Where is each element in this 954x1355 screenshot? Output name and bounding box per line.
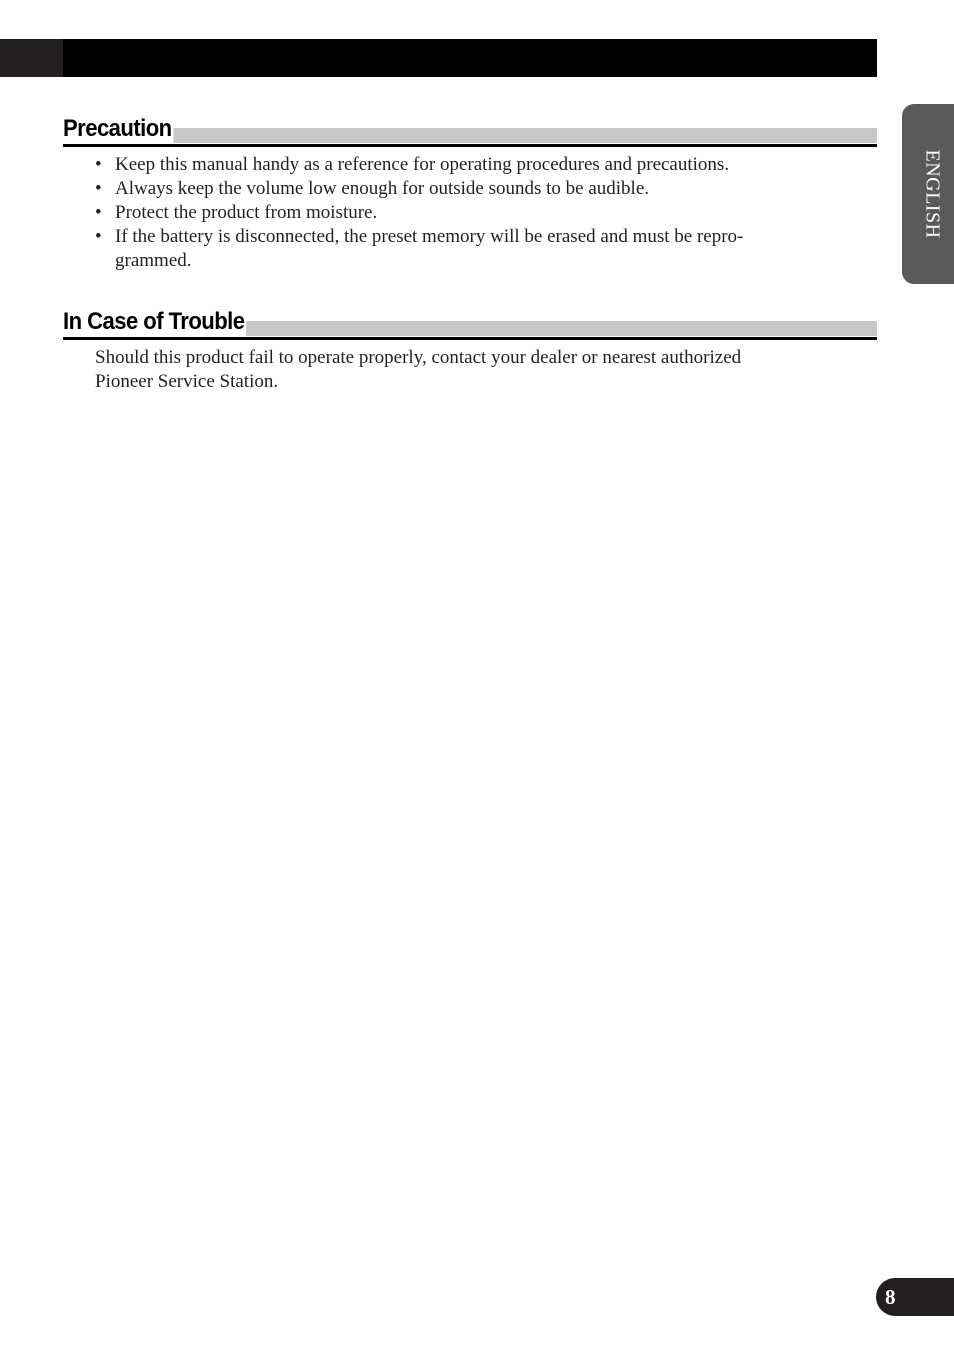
list-item xyxy=(95,177,815,201)
list-item-text: Protect the product from moisture. xyxy=(115,202,378,223)
precaution-list xyxy=(95,153,815,273)
heading-rule xyxy=(63,337,877,340)
trouble-title: In Case of Trouble xyxy=(63,308,245,335)
list-item-text-continued: grammed. xyxy=(115,250,192,271)
list-item-text: Always keep the volume low enough for outside sounds to be audible. xyxy=(115,178,650,199)
bullet-icon: • xyxy=(95,202,102,223)
bullet-icon: • xyxy=(95,154,102,175)
heading-rule xyxy=(63,144,877,147)
paragraph-line: Pioneer Service Station. xyxy=(95,371,279,392)
bullet-icon: • xyxy=(95,226,102,247)
bullet-icon: • xyxy=(95,178,102,199)
heading-band xyxy=(63,128,877,143)
precaution-title: Precaution xyxy=(63,115,172,142)
precaution-heading xyxy=(63,113,877,147)
language-tab xyxy=(902,104,954,284)
paragraph-line: Should this product fail to operate properly, contact your dealer or nearest authorized xyxy=(95,347,742,368)
list-item xyxy=(95,225,815,273)
header-bar xyxy=(63,39,877,77)
list-item-text: If the battery is disconnected, the preset memory will be erased and must be repro- xyxy=(115,226,744,247)
header-bar-accent xyxy=(0,39,63,77)
list-item xyxy=(95,201,815,225)
language-label: ENGLISH xyxy=(921,149,944,239)
list-item-text: Keep this manual handy as a reference for operating procedures and precautions. xyxy=(115,154,730,175)
trouble-heading xyxy=(63,306,877,340)
page-number: 8 xyxy=(885,1285,896,1309)
list-item xyxy=(95,153,815,177)
page-number-tab xyxy=(876,1278,954,1316)
trouble-paragraph xyxy=(95,346,835,394)
